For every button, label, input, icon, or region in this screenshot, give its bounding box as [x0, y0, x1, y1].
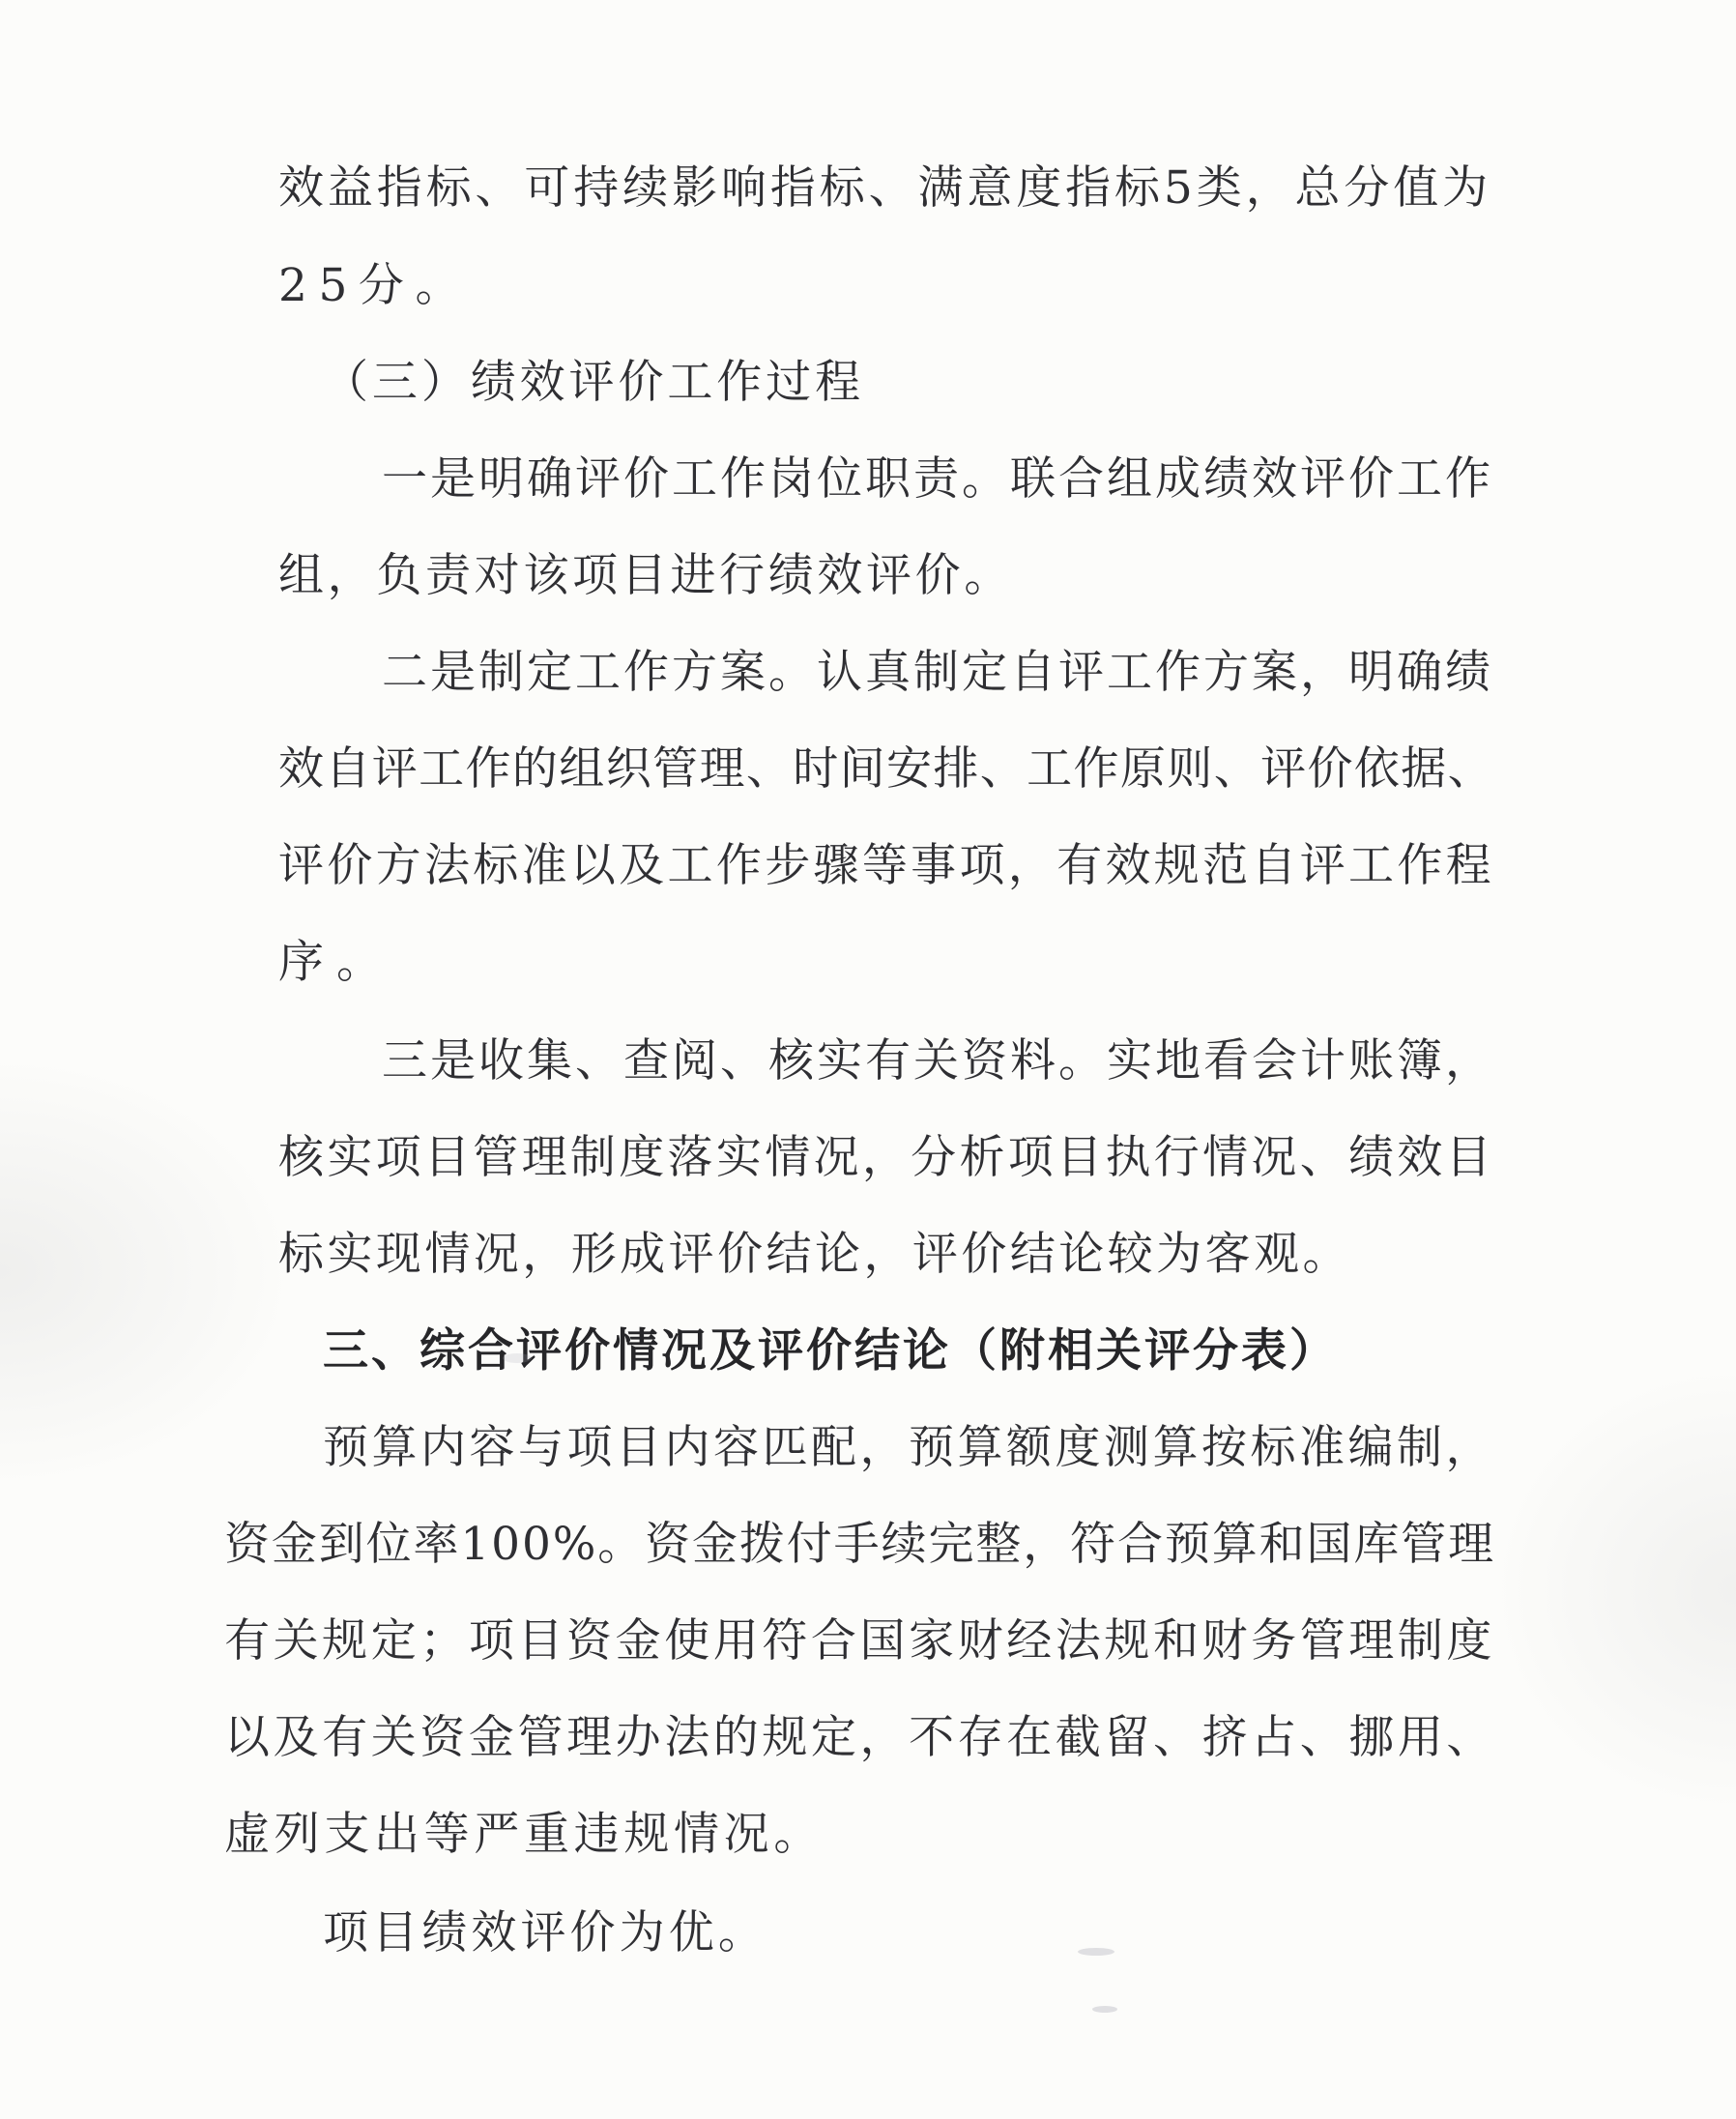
text-line-2: 25分。	[278, 259, 472, 312]
section-heading-13: 三、综合评价情况及评价结论（附相关评分表）	[323, 1324, 1338, 1378]
text-line-14: 预算内容与项目内容匹配，预算额度测算按标准编制，	[323, 1421, 1494, 1474]
text-line-4: 一是明确评价工作岗位职责。联合组成绩效评价工作	[382, 452, 1493, 506]
text-line-6: 二是制定工作方案。认真制定自评工作方案，明确绩	[382, 646, 1493, 699]
text-line-15: 资金到位率100%。资金拨付手续完整，符合预算和国库管理	[224, 1518, 1495, 1571]
scan-smudge	[503, 1353, 532, 1363]
text-line-19: 项目绩效评价为优。	[323, 1906, 767, 1959]
text-line-9: 序。	[278, 936, 394, 989]
text-line-17: 以及有关资金管理办法的规定，不存在截留、挤占、挪用、	[224, 1711, 1495, 1764]
text-line-8: 评价方法标准以及工作步骤等事项，有效规范自评工作程	[278, 839, 1494, 892]
text-line-1: 效益指标、可持续影响指标、满意度指标5类，总分值为	[278, 161, 1491, 215]
text-line-5: 组，负责对该项目进行绩效评价。	[278, 549, 1013, 602]
text-line-12: 标实现情况，形成评价结论，评价结论较为客观。	[278, 1228, 1351, 1281]
section-heading-3: （三）绩效评价工作过程	[323, 356, 864, 409]
scan-smudge	[1078, 1948, 1114, 1956]
text-line-18: 虚列支出等严重违规情况。	[224, 1808, 824, 1861]
text-line-10: 三是收集、查阅、核实有关资料。实地看会计账簿，	[382, 1034, 1493, 1088]
text-line-16: 有关规定；项目资金使用符合国家财经法规和财务管理制度	[224, 1614, 1495, 1668]
text-line-7: 效自评工作的组织管理、时间安排、工作原则、评价依据、	[278, 742, 1494, 796]
text-line-11: 核实项目管理制度落实情况，分析项目执行情况、绩效目	[278, 1131, 1494, 1184]
scan-smudge	[1092, 2006, 1117, 2013]
